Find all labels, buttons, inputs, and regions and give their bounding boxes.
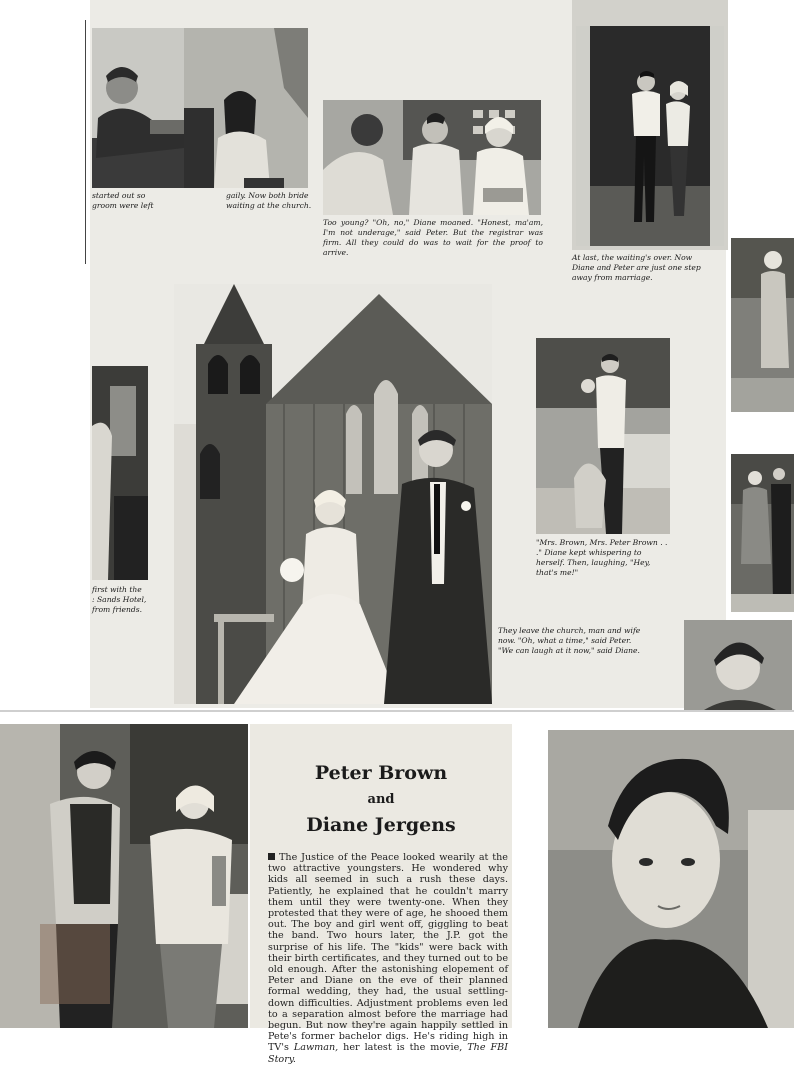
article-bullet-icon [268,853,275,860]
photo-edge-couple-standing-art [731,454,794,612]
caption-mrs-brown: "Mrs. Brown, Mrs. Peter Brown . . ." Diane kept whispering to herself. Then, laughing, "Hey, that's me!" [536,538,668,577]
photo-church-wedding-art [174,284,492,704]
article-movie-title: The FBI Story. [268,1042,508,1065]
caption-left-fragment-mid: first with the : Sands Hotel, from friends. [92,585,147,614]
photo-edge-couple-standing [731,454,794,612]
photo-peter-portrait [548,730,794,1028]
photo-couple-home [0,724,248,1028]
article-title-name2: Diane Jergens [306,814,456,836]
article-title-and: and [367,792,395,807]
article-body-mid: her latest is the movie, [338,1042,468,1054]
caption-left-fragment-top: started out so groom were left [92,191,154,210]
photo-edge-smiling-man-art [684,620,792,710]
photo-peter-waiting-art [92,28,184,188]
caption-at-last: At last, the waiting's over. Now Diane and Peter are just one step away from marriage. [572,253,701,282]
photo-edge-woman-dress-art [731,238,794,412]
caption-gaily: gaily. Now both bride waiting at the church. [226,191,312,210]
photo-edge-left-mid-art [92,366,148,580]
left-margin-rule [85,20,86,264]
article-body-main: The Justice of the Peace looked wearily at the two attractive youngsters. He wondered why kids all seemed in such a rush these days. Patiently, he explained that he couldn't marry them until they were twenty-one. When they protested that they were of age, he shooed them out. The boy and girl went off, giggling to beat the band. Two hours later, the J.P. got the surprise of his life. The "kids" were back with their birth certificates, and they turned out to be old enough. After the astonishing elopement of Peter and Diane on the eve of their planned formal wedding, they had, the usual settling-down difficulties. Adjustment problems even led to a separation almost before the marriage had begun. But now they're again happily settled in Pete's former bachelor digs. He's riding high in TV's [268,852,508,1054]
article-show-title: Lawman, [293,1042,339,1054]
article-title-name1: Peter Brown [314,762,448,784]
article-body [268,852,508,1065]
photo-doorway-art [576,26,724,246]
photo-edge-woman-dress [731,238,794,412]
photo-diane-scarf [184,28,308,188]
photo-edge-left-mid [92,366,148,580]
photo-edge-smiling-man [684,620,792,710]
photo-registrar-art [323,100,541,215]
photo-garden-couple [536,338,670,534]
photo-peter-portrait-art [548,730,794,1028]
photo-doorway [576,26,724,246]
article-panel [250,724,512,1065]
photo-garden-couple-art [536,338,670,534]
photo-diane-scarf-art [184,28,308,188]
caption-leave-church: They leave the church, man and wife now. "Oh, what a time," said Peter. "We can laugh at it now," said Diane. [498,626,641,655]
photo-couple-home-art [0,724,248,1028]
photo-peter-waiting [92,28,184,188]
caption-too-young: Too young? "Oh, no," Diane moaned. "Honest, ma'am, I'm not underage," said Peter. But the registrar was firm. All they could do was to wait for the proof to arrive. [323,218,543,257]
bottom-divider [0,710,794,712]
photo-church-wedding [174,284,492,704]
photo-registrar [323,100,541,215]
